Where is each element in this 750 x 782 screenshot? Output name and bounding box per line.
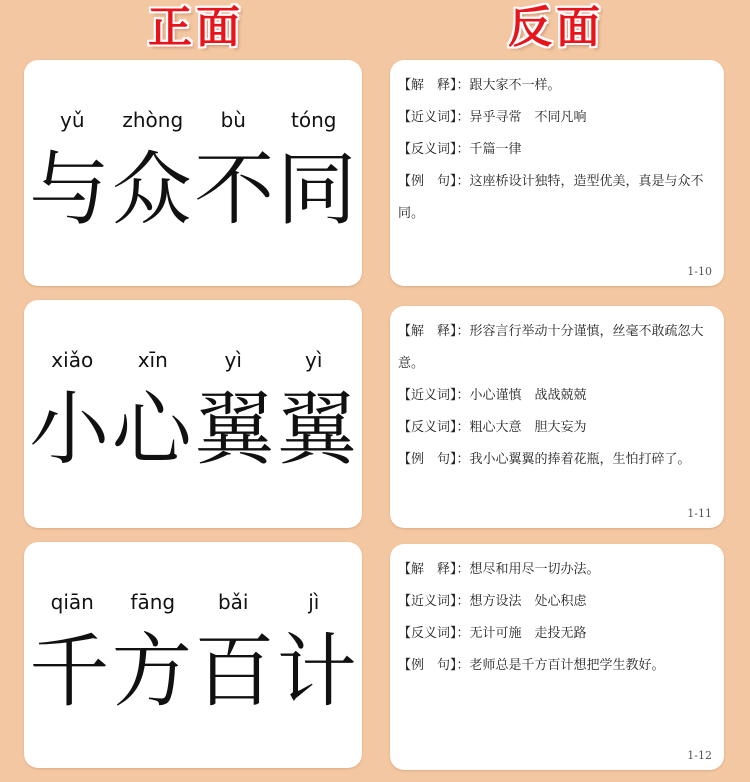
explanation-line: 【解 释】：想尽和用尽一切办法。 — [398, 562, 600, 577]
pinyin-syllable: jì — [308, 590, 320, 614]
pinyin-syllable: bǎi — [217, 590, 249, 614]
idiom-characters — [24, 624, 362, 720]
idiom-characters — [24, 382, 362, 478]
front-card-1 — [24, 60, 362, 286]
pinyin-row — [24, 348, 362, 372]
synonym-line: 【近义词】：异乎寻常 不同凡响 — [398, 110, 587, 125]
explanation-line: 【解 释】：形容言行举动十分谨慎，丝毫不敢疏忽大意。 — [398, 324, 704, 371]
front-card-2 — [24, 300, 362, 528]
hanzi-character: 方 — [111, 625, 192, 718]
antonym-line: 【反义词】：无计可施 走投无路 — [398, 626, 587, 641]
card-number: 1-11 — [687, 507, 712, 520]
back-card-1 — [390, 60, 724, 286]
back-card-3 — [390, 544, 724, 770]
hanzi-character: 百 — [194, 625, 275, 718]
pinyin-syllable: xiǎo — [51, 348, 94, 372]
hanzi-character: 众 — [111, 143, 192, 236]
back-side-title: 反面 — [508, 2, 604, 53]
hanzi-character: 同 — [276, 143, 357, 236]
card-number: 1-10 — [687, 265, 712, 278]
hanzi-character: 计 — [276, 625, 357, 718]
hanzi-character: 小 — [29, 383, 110, 476]
example-line: 【例 句】：老师总是千方百计想把学生教好。 — [398, 658, 665, 673]
pinyin-syllable: yǔ — [59, 108, 85, 132]
hanzi-character: 不 — [194, 143, 275, 236]
pinyin-syllable: yì — [224, 348, 242, 372]
pinyin-syllable: qiān — [50, 590, 94, 614]
pinyin-syllable: tóng — [291, 108, 337, 132]
pinyin-row — [24, 108, 362, 132]
example-line: 【例 句】：这座桥设计独特，造型优美，真是与众不同。 — [398, 174, 704, 221]
front-card-3 — [24, 542, 362, 768]
pinyin-syllable: xīn — [137, 348, 168, 372]
pinyin-syllable: zhòng — [122, 108, 184, 132]
pinyin-syllable: fāng — [130, 590, 176, 614]
pinyin-syllable: yì — [305, 348, 323, 372]
explanation-line: 【解 释】：跟大家不一样。 — [398, 78, 561, 93]
synonym-line: 【近义词】：想方设法 处心积虑 — [398, 594, 587, 609]
hanzi-character: 心 — [111, 383, 192, 476]
back-card-2 — [390, 306, 724, 528]
idiom-characters — [24, 142, 362, 238]
hanzi-character: 与 — [29, 143, 110, 236]
example-line: 【例 句】：我小心翼翼的捧着花瓶，生怕打碎了。 — [398, 452, 691, 467]
front-side-title: 正面 — [148, 2, 244, 53]
antonym-line: 【反义词】：千篇一律 — [398, 142, 522, 157]
hanzi-character: 翼 — [276, 383, 357, 476]
pinyin-syllable: bù — [220, 108, 246, 132]
hanzi-character: 千 — [29, 625, 110, 718]
synonym-line: 【近义词】：小心谨慎 战战兢兢 — [398, 388, 587, 403]
hanzi-character: 翼 — [194, 383, 275, 476]
pinyin-row — [24, 590, 362, 614]
card-number: 1-12 — [687, 749, 712, 762]
antonym-line: 【反义词】：粗心大意 胆大妄为 — [398, 420, 587, 435]
